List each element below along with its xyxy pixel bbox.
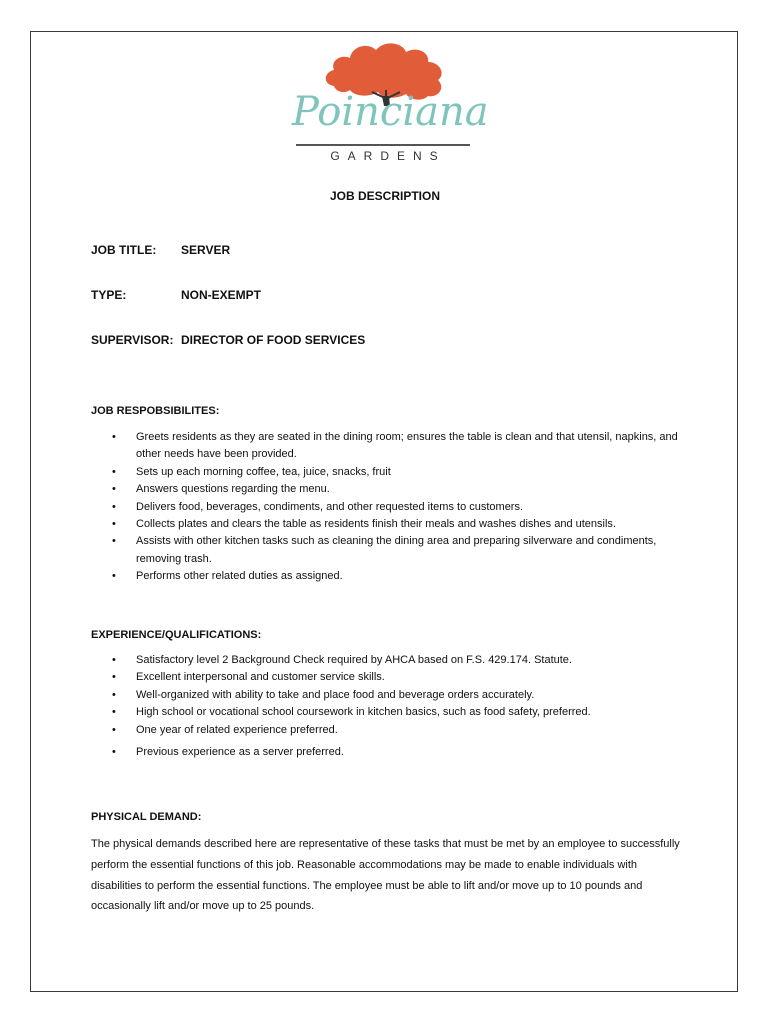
list-item: • Excellent interpersonal and customer service skills. [91, 669, 681, 686]
list-item: • Performs other related duties as assigned. [91, 568, 681, 585]
list-item: • Well-organized with ability to take and place food and beverage orders accurately. [91, 687, 681, 704]
supervisor-field [91, 333, 365, 347]
physical-demand-heading: PHYSICAL DEMAND: [91, 811, 202, 823]
field-value: DIRECTOR OF FOOD SERVICES [181, 333, 366, 347]
field-value: SERVER [181, 243, 231, 257]
field-value: NON-EXEMPT [181, 288, 262, 302]
logo-subtitle: GARDENS [330, 149, 446, 163]
list-item: • Assists with other kitchen tasks such as cleaning the dining area and preparing silverware and condiments, removing trash. [91, 533, 681, 568]
logo-script-text: Poinciana [292, 89, 489, 135]
list-item: • Sets up each morning coffee, tea, juice, snacks, fruit [91, 464, 681, 481]
list-item: • Delivers food, beverages, condiments, and other requested items to customers. [91, 499, 681, 516]
list-item: • Satisfactory level 2 Background Check required by AHCA based on F.S. 429.174. Statute. [91, 652, 681, 669]
list-item: • One year of related experience preferred. [91, 722, 681, 739]
field-label: TYPE: [91, 288, 127, 302]
qualifications-list [91, 652, 681, 761]
field-label: SUPERVISOR: [91, 333, 174, 347]
responsibilities-heading: JOB RESPOBSIBILITES: [91, 405, 220, 417]
physical-demand-text: The physical demands described here are representative of these tasks that must be met by an employee to successfully perform the essential functions of this job. Reasonable accommodations may be made to enable individuals with disabilities to perform the essential functions. The employee must be able to lift and/or move up to 10 pounds and occasionally lift and/or move up to 25 pounds. [91, 838, 680, 913]
type-field [91, 288, 261, 302]
list-item: • Answers questions regarding the menu. [91, 481, 681, 498]
list-item: • High school or vocational school coursework in kitchen basics, such as food safety, preferred. [91, 704, 681, 721]
logo-divider [296, 144, 470, 146]
list-item: • Collects plates and clears the table as residents finish their meals and washes dishes and utensils. [91, 516, 681, 533]
job-title-field [91, 243, 230, 257]
responsibilities-list [91, 429, 681, 586]
poinciana-gardens-logo [292, 40, 489, 168]
list-item: • Previous experience as a server preferred. [91, 744, 681, 761]
qualifications-heading: EXPERIENCE/QUALIFICATIONS: [91, 629, 262, 641]
field-label: JOB TITLE: [91, 243, 157, 257]
document-title: JOB DESCRIPTION [329, 189, 440, 203]
list-item: • Greets residents as they are seated in the dining room; ensures the table is clean and that utensil, napkins, and other needs have been provided. [91, 429, 681, 464]
